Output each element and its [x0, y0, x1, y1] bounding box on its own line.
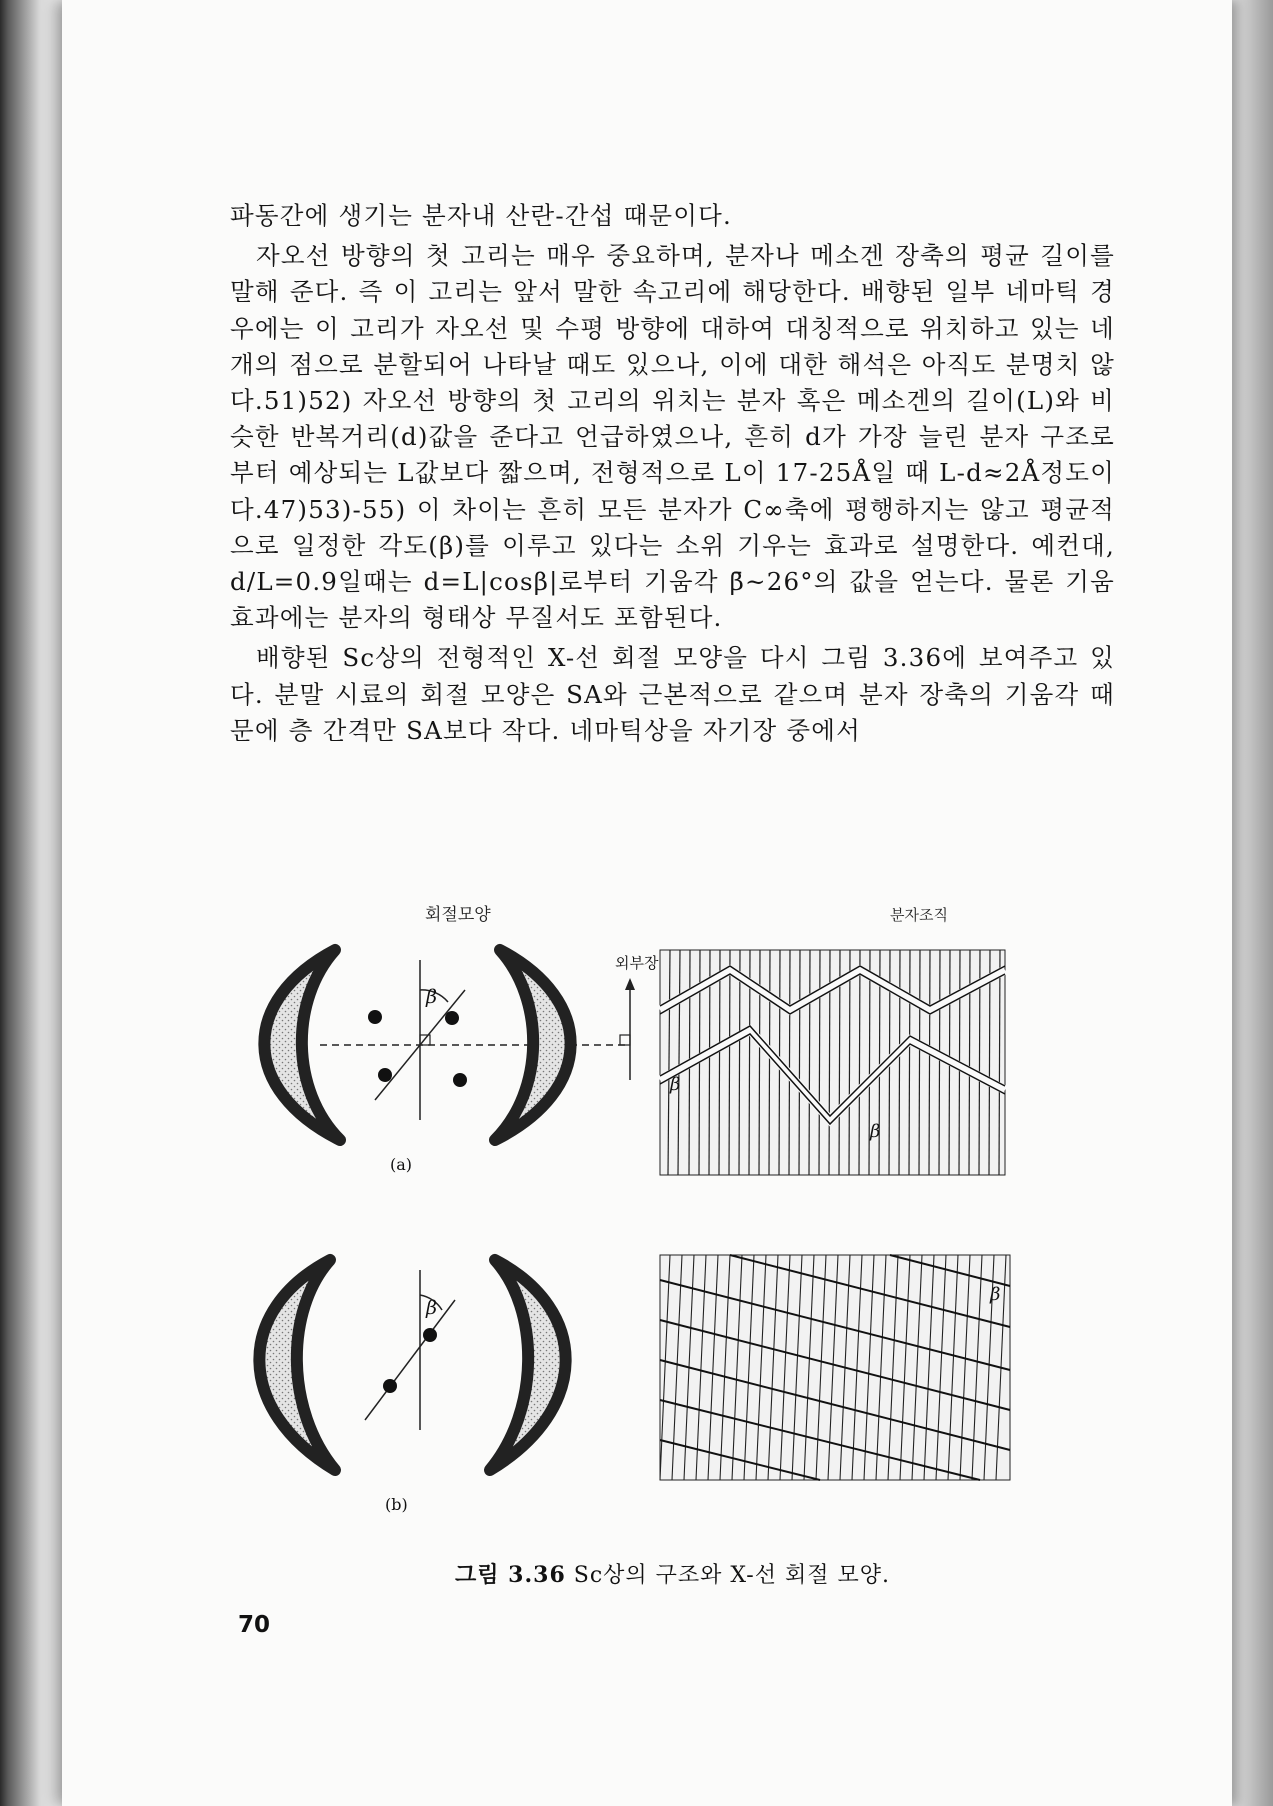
- beta-label-b: β: [426, 1297, 437, 1319]
- body-text: [230, 198, 1115, 749]
- panel-a-label: (a): [390, 1155, 413, 1174]
- paragraph-1: 파동간에 생기는 분자내 산란-간섭 때문이다.: [230, 201, 733, 230]
- diffraction-pattern-a: [264, 950, 635, 1140]
- diffraction-pattern-b: [259, 1260, 565, 1470]
- figure-3-36: [230, 890, 1115, 1600]
- beta-label-chevron-left: β: [670, 1074, 681, 1095]
- beta-label-chevron-right: β: [870, 1121, 881, 1142]
- diffraction-title: 회절모양: [425, 905, 491, 925]
- paragraph-2: 자오선 방향의 첫 고리는 매우 중요하며, 분자나 메소겐 장축의 평균 길이를 말해 준다. 즉 이 고리는 앞서 말한 속고리에 해당한다. 배향된 일부 네마틱 경우에는 이 고리가 자오선 및 수평 방향에 대하여 대칭적으로 위치하고 있는 네 개의 점으로 분할되어 나타날 때도 있으나, 이에 대한 해석은 아직도 분명치 않다.51)52) 자오선 방향의 첫 고리의 위치는 분자 혹은 메소겐의 길이(L)와 비슷한 반복거리(d)값을 준다고 언급하였으나, 흔히 d가 가장 늘린 분자 구조로부터 예상되는 L값보다 짧으며, 전형적으로 L이 17-25Å일 때 L-d≈2Å정도이다.47)53)-55) 이 차이는 흔히 모든 분자가 C∞축에 평행하지는 않고 평균적으로 일정한 각도(β)를 이루고 있다는 소위 기우는 효과로 설명한다. 예컨대, d/L=0.9일때는 d=L|cosβ|로부터 기움각 β̄~26°의 값을 얻는다. 물론 기움효과에는 분자의 형태상 무질서도 포함된다.: [230, 241, 1115, 633]
- figure-caption: [230, 1558, 1115, 1589]
- external-field-label: 외부장: [615, 954, 659, 972]
- caption-text: Sc상의 구조와 X-선 회절 모양.: [573, 1563, 890, 1588]
- structure-tilted-b: [660, 1255, 1010, 1480]
- beta-label-a: β: [426, 986, 437, 1008]
- panel-b-label: (b): [385, 1495, 408, 1514]
- caption-number: 그림 3.36: [455, 1562, 566, 1588]
- structure-chevron-a: [660, 950, 1005, 1175]
- figure-drawing: [230, 890, 1115, 1600]
- beta-label-tilted: β: [990, 1284, 1001, 1305]
- structure-title: 분자조직: [890, 906, 948, 924]
- page-number: 70: [238, 1612, 271, 1638]
- paragraph-3: 배향된 Sc상의 전형적인 X-선 회절 모양을 다시 그림 3.36에 보여주고 있다. 분말 시료의 회절 모양은 SA와 근본적으로 같으며 분자 장축의 기움각 때문에 층 간격만 SA보다 작다. 네마틱상을 자기장 중에서: [230, 643, 1115, 745]
